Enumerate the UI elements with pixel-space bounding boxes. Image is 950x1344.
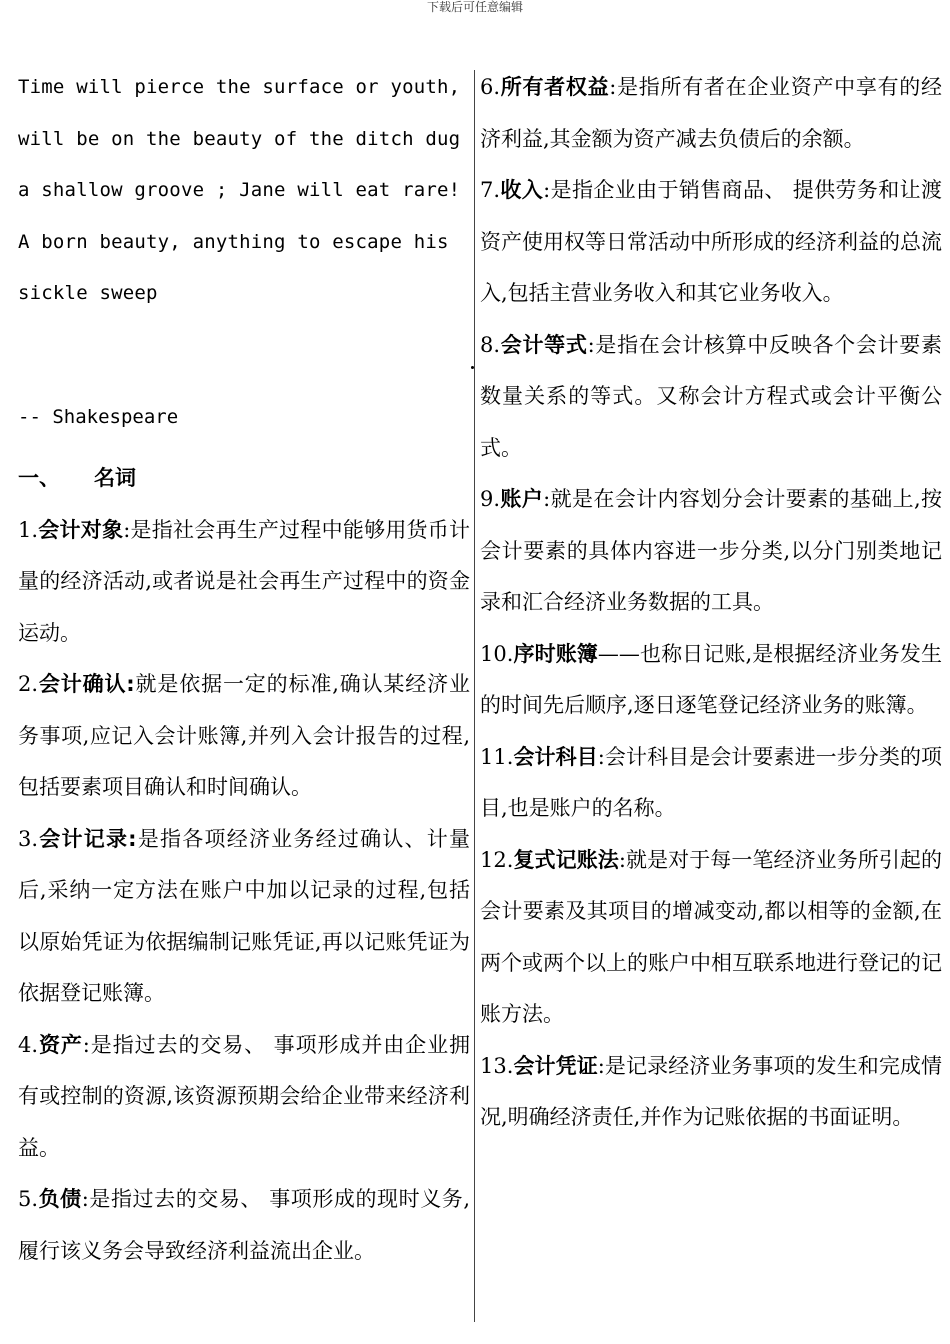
definition-number: 12. (480, 847, 514, 872)
definition-number: 2. (18, 672, 39, 696)
definition-term: 会计凭证 (513, 1053, 598, 1078)
definition-number: 10. (480, 641, 514, 666)
definition-number: 13. (480, 1053, 514, 1078)
definition-separator: : (597, 744, 605, 769)
definition-number: 3. (18, 826, 39, 851)
definition-text: 是指过去的交易、 事项形成并由企业拥有或控制的资源,该资源预期会给企业带来经济利益。 (18, 1032, 470, 1160)
section-number: 一、 (18, 466, 60, 490)
definition-list-right (480, 62, 942, 1144)
definition-text: 就是在会计内容划分会计要素的基础上,按会计要素的具体内容进一步分类,以分门别类地记录和汇合经济业务数据的工具。 (480, 487, 942, 614)
right-column (480, 62, 942, 1144)
definition-text: 是记录经济业务事项的发生和完成情况,明确经济责任,并作为记账依据的书面证明。 (480, 1053, 943, 1129)
definition-text: 就是对于每一笔经济业务所引起的会计要素及其项目的增减变动,都以相等的金额,在两个或两个以上的账户中相互联系地进行登记的记账方法。 (480, 847, 943, 1026)
left-column (18, 62, 470, 1277)
definition-item (480, 474, 942, 629)
definition-separator: : (81, 1187, 89, 1211)
definition-text: 就是依据一定的标准,确认某经济业务事项,应记入会计账簿,并列入会计报告的过程,包括要素项目确认和时间确认。 (18, 672, 470, 799)
divider-dot (471, 366, 474, 369)
definition-term: 会计对象 (38, 517, 124, 542)
definition-text: 是指企业由于销售商品、 提供劳务和让渡资产使用权等日常活动中所形成的经济利益的总流入,包括主营业务收入和其它业务收入。 (480, 178, 942, 305)
definition-text: 是指社会再生产过程中能够用货币计量的经济活动,或者说是社会再生产过程中的资金运动。 (18, 517, 471, 645)
definition-item (480, 835, 942, 1041)
definition-text: 是指所有者在企业资产中享有的经济利益,其金额为资产减去负债后的余额。 (480, 75, 942, 151)
definition-separator: : (587, 332, 595, 357)
quote-attribution: -- Shakespeare (18, 405, 179, 428)
definition-separator: : (597, 1053, 605, 1078)
definition-number: 1. (18, 517, 39, 542)
definition-term: 账户 (500, 487, 544, 511)
definition-text: 会计科目是会计要素进一步分类的项目,也是账户的名称。 (480, 744, 943, 820)
definition-separator: : (123, 517, 131, 542)
definition-item (18, 814, 470, 1020)
definition-text: 是指过去的交易、 事项形成的现时义务,履行该义务会导致经济利益流出企业。 (18, 1187, 471, 1263)
definition-number: 7. (480, 178, 501, 202)
definition-item (18, 1020, 470, 1175)
definition-separator: : (543, 487, 551, 511)
definition-number: 4. (18, 1032, 39, 1057)
definition-text: ——也称日记账,是根据经济业务发生的时间先后顺序,逐日逐笔登记经济业务的账簿。 (480, 641, 942, 717)
definition-term: 会计等式 (500, 332, 588, 357)
definition-separator: : (82, 1032, 90, 1057)
shakespeare-quote: Time will pierce the surface or youth, will be on the beauty of the ditch dug a shallow groove ; Jane will eat rare!A born beauty, anything to escape his sickle sweep (18, 76, 461, 304)
definition-term: 收入 (500, 178, 544, 202)
definition-item (480, 629, 942, 732)
definition-number: 9. (480, 487, 501, 511)
column-divider (474, 70, 475, 1322)
definition-number: 11. (480, 744, 514, 769)
definition-term: 负债 (38, 1187, 82, 1211)
definition-item (480, 732, 942, 835)
definition-number: 5. (18, 1187, 39, 1211)
definition-term: 会计科目 (513, 744, 598, 769)
definition-list-left (18, 505, 470, 1278)
definition-item (18, 1174, 470, 1277)
definition-term: 序时账簿 (513, 641, 598, 666)
definition-number: 6. (480, 75, 501, 99)
definition-term: 会计记录: (38, 826, 137, 851)
definition-item (18, 659, 470, 814)
definition-term: 会计确认: (38, 672, 135, 696)
definition-separator: : (543, 178, 551, 202)
definition-separator: : (609, 75, 617, 99)
definition-separator: : (618, 847, 626, 872)
definition-text: 是指各项经济业务经过确认、计量后,采纳一定方法在账户中加以记录的过程,包括以原始凭证为依据编制记账凭证,再以记账凭证为依据登记账簿。 (18, 826, 471, 1005)
section-title (18, 453, 470, 505)
definition-term: 所有者权益 (500, 75, 610, 99)
definition-term: 复式记账法 (513, 847, 619, 872)
page-header: 下载后可任意编辑 (426, 0, 523, 14)
definition-item (480, 165, 942, 320)
definition-number: 8. (480, 332, 501, 357)
definition-text: 是指在会计核算中反映各个会计要素数量关系的等式。又称会计方程式或会计平衡公式。 (480, 332, 943, 460)
definition-item (480, 1041, 942, 1144)
section-label: 名词 (94, 466, 136, 490)
definition-item (18, 505, 470, 660)
definition-term: 资产 (38, 1032, 83, 1057)
definition-item (480, 320, 942, 475)
definition-item (480, 62, 942, 165)
